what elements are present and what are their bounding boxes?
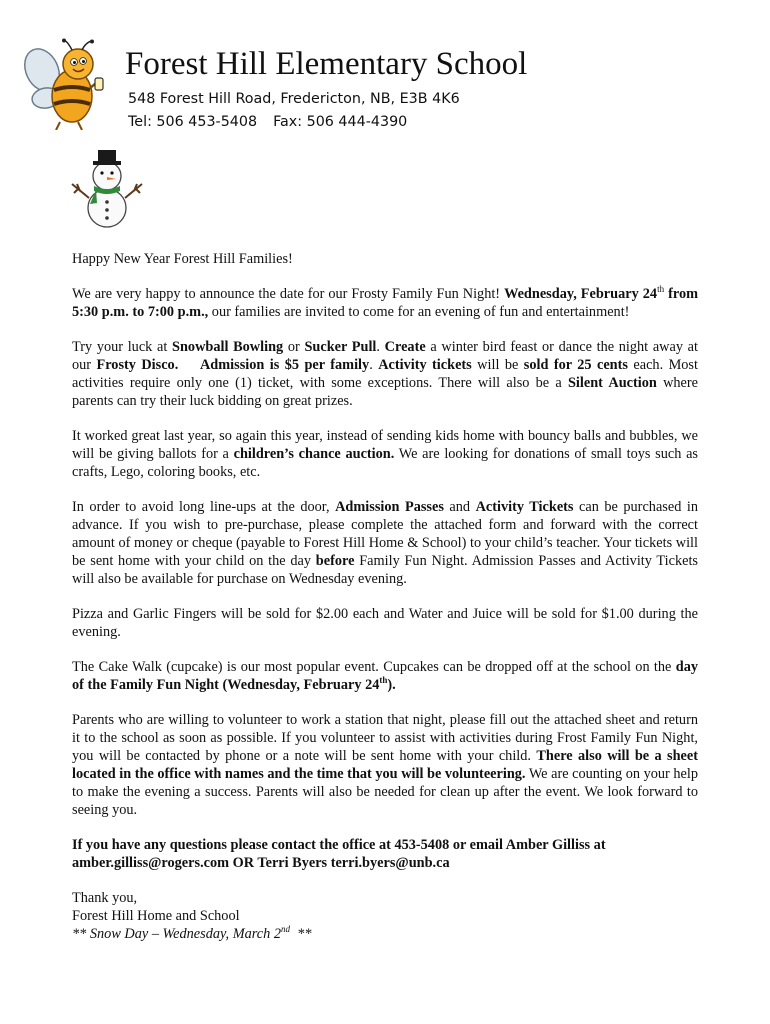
paragraph-contact: If you have any questions please contact the office at 453-5408 or email Amber Gilliss at amber.gilliss@rogers.com OR Terri Byers terri.byers@unb.ca xyxy=(72,837,606,871)
letter-body xyxy=(72,250,698,943)
school-address: 548 Forest Hill Road, Fredericton, NB, E3B 4K6 xyxy=(128,91,460,107)
paragraph-volunteers: Parents who are willing to volunteer to work a station that night, please fill out the attached sheet and return it to the school as soon as possible. If you volunteer to assist with activities during Frost Family Fun Night, you will be contacted by phone or a note will be sent home with your child. There also will be a sheet located in the office with names and the time that you will be volunteering. We are counting on your help to make the evening a success. Parents will also be needed for clean up after the event. We look forward to seeing you. xyxy=(72,712,699,818)
closing: Thank you, xyxy=(72,890,138,906)
signature: Forest Hill Home and School xyxy=(72,908,240,924)
paragraph-event-date: We are very happy to announce the date for our Frosty Family Fun Night! Wednesday, February 24th from 5:30 p.m. to 7:00 p.m., our families are invited to come for an evening of fun and entertainment! xyxy=(72,284,698,320)
fax: Fax: 506 444-4390 xyxy=(273,114,408,130)
greeting: Happy New Year Forest Hill Families! xyxy=(72,251,293,267)
contact-numbers xyxy=(128,114,407,130)
paragraph-activities: Try your luck at Snowball Bowling or Sucker Pull. Create a winter bird feast or dance the night away at our Frosty Disco. Admission is $5 per family. Activity tickets will be sold for 25 cents each. Most activities require only one (1) ticket, with some exceptions. There will also be a Silent Auction where parents can try their luck bidding on great prizes. xyxy=(72,339,699,409)
paragraph-food: Pizza and Garlic Fingers will be sold for $2.00 each and Water and Juice will be sold for $1.00 during the evening. xyxy=(72,606,698,640)
telephone: Tel: 506 453-5408 xyxy=(128,114,258,130)
snowman-icon xyxy=(70,146,144,230)
signature-block xyxy=(72,889,698,943)
snow-day-note: ** Snow Day – Wednesday, March 2nd ** xyxy=(72,924,312,942)
bee-mascot-icon xyxy=(20,38,120,130)
school-name: Forest Hill Elementary School xyxy=(125,46,528,82)
paragraph-chance-auction: It worked great last year, so again this year, instead of sending kids home with bouncy balls and bubbles, we will be giving ballots for a children’s chance auction. We are looking for donations of small toys such as crafts, Lego, coloring books, etc. xyxy=(72,428,698,480)
paragraph-cake-walk: The Cake Walk (cupcake) is our most popular event. Cupcakes can be dropped off at the school on the day of the Family Fun Night (Wednesday, February 24th). xyxy=(72,659,698,693)
paragraph-advance-purchase: In order to avoid long line-ups at the door, Admission Passes and Activity Tickets can be purchased in advance. If you wish to pre-purchase, please complete the attached form and forward with the correct amount of money or cheque (payable to Forest Hill Home & School) to your child’s teacher. Your tickets will be sent home with your child on the day before Family Fun Night. Admission Passes and Activity Tickets will also be available for purchase on Wednesday evening. xyxy=(72,499,698,587)
